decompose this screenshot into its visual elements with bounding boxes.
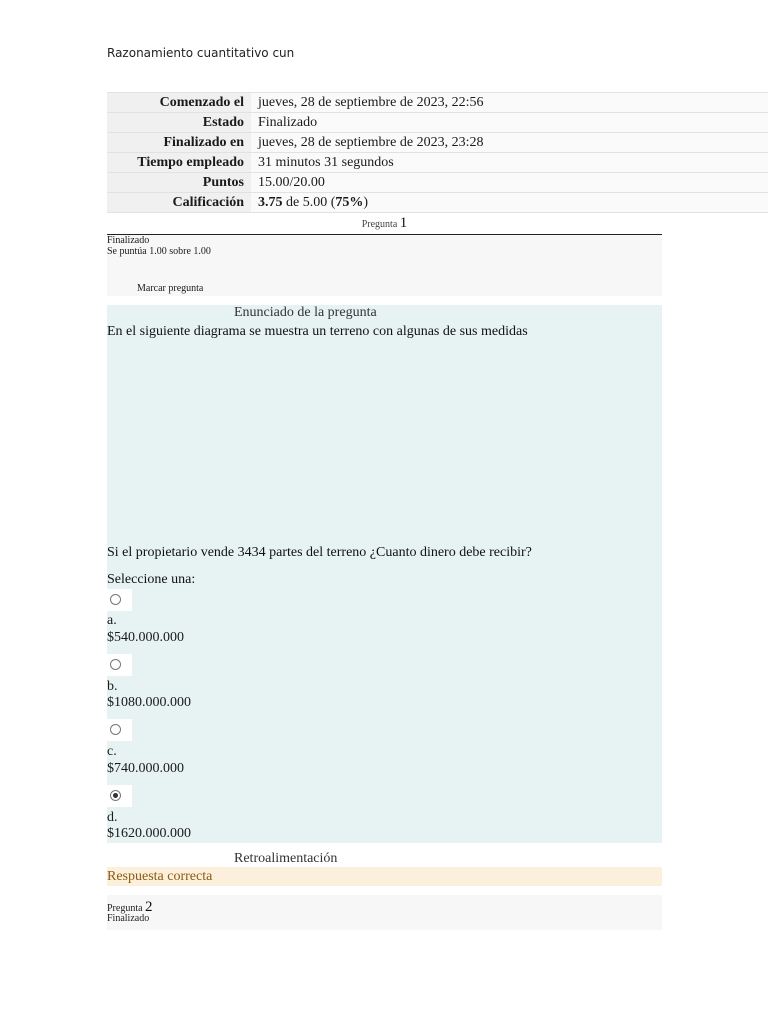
option-value[interactable]: $1080.000.000 (107, 695, 191, 710)
summary-label: Tiempo empleado (107, 153, 251, 173)
statement-heading: Enunciado de la pregunta (234, 305, 377, 320)
option-d-radio[interactable] (107, 785, 132, 807)
summary-label: Puntos (107, 173, 251, 193)
option-value[interactable]: $1620.000.000 (107, 826, 191, 841)
summary-row (107, 93, 768, 113)
feedback-box (107, 867, 662, 886)
question-1-content (107, 305, 662, 843)
question-score: Se puntúa 1.00 sobre 1.00 (107, 246, 211, 257)
question-1-header (107, 215, 662, 235)
summary-value: 15.00/20.00 (251, 173, 768, 193)
statement-text: En el siguiente diagrama se muestra un terreno con algunas de sus medidas (107, 324, 528, 339)
summary-row (107, 193, 768, 213)
question-status: Finalizado (107, 913, 150, 924)
summary-label: Estado (107, 113, 251, 133)
summary-value: jueves, 28 de septiembre de 2023, 23:28 (251, 133, 768, 153)
summary-row (107, 113, 768, 133)
summary-value: Finalizado (251, 113, 768, 133)
summary-value: jueves, 28 de septiembre de 2023, 22:56 (251, 93, 768, 113)
radio-icon (110, 724, 121, 735)
option-value[interactable]: $540.000.000 (107, 630, 184, 645)
summary-row (107, 153, 768, 173)
question-number: 1 (399, 215, 408, 231)
question-text: Si el propietario vende 3434 partes del terreno ¿Cuanto dinero debe recibir? (107, 545, 532, 560)
option-letter: b. (107, 679, 118, 694)
grade-close: ) (363, 194, 369, 210)
question-number: 2 (145, 899, 153, 915)
radio-icon (110, 594, 121, 605)
option-b-radio[interactable] (107, 654, 132, 676)
feedback-header (107, 851, 662, 867)
grade-percent: 75% (335, 194, 364, 210)
radio-icon (110, 659, 121, 670)
question-status: Finalizado (107, 235, 150, 246)
summary-label: Comenzado el (107, 93, 251, 113)
document-title: Razonamiento cuantitativo cun (107, 46, 295, 60)
question-1-info (107, 235, 662, 296)
option-value[interactable]: $740.000.000 (107, 761, 184, 776)
attempt-summary-table (107, 92, 768, 213)
option-c-radio[interactable] (107, 719, 132, 741)
option-letter: c. (107, 744, 117, 759)
option-letter: d. (107, 810, 118, 825)
summary-label: Calificación (107, 193, 251, 213)
feedback-text: Respuesta correcta (107, 869, 213, 884)
summary-label: Finalizado en (107, 133, 251, 153)
summary-row (107, 133, 768, 153)
option-letter: a. (107, 613, 117, 628)
grade-value (251, 193, 768, 213)
question-prefix: Pregunta (107, 903, 143, 914)
question-2-info (107, 895, 662, 930)
grade-score: 3.75 (258, 194, 283, 210)
flag-question-link[interactable]: Marcar pregunta (137, 283, 204, 294)
feedback-heading: Retroalimentación (234, 851, 338, 866)
summary-row (107, 173, 768, 193)
select-prompt: Seleccione una: (107, 572, 196, 587)
grade-max: de 5.00 ( (282, 194, 336, 210)
question-prefix: Pregunta (361, 219, 398, 230)
option-a-radio[interactable] (107, 589, 132, 611)
summary-value: 31 minutos 31 segundos (251, 153, 768, 173)
radio-selected-icon (110, 790, 121, 801)
